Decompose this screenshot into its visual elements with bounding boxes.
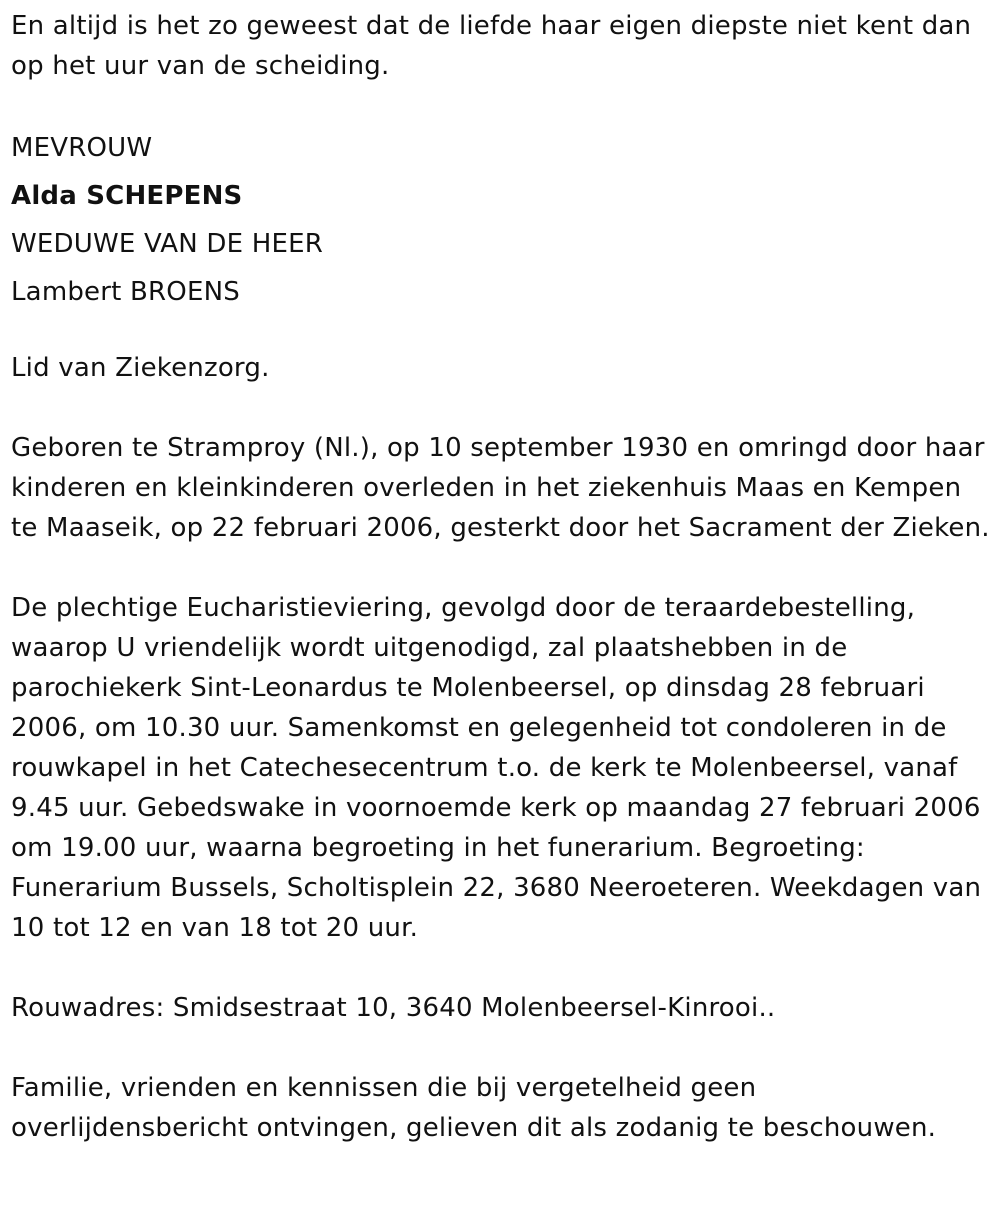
opening-quote: En altijd is het zo geweest dat de liefde haar eigen diepste niet kent dan op het uur van de scheiding. — [11, 11, 972, 81]
mourning-address: Rouwadres: Smidsestraat 10, 3640 Molenbeersel-Kinrooi.. — [11, 993, 776, 1023]
relation-line: WEDUWE VAN DE HEER — [11, 229, 323, 259]
membership-line: Lid van Ziekenzorg. — [11, 353, 270, 383]
closing-note: Familie, vrienden en kennissen die bij vergetelheid geen overlijdensbericht ontvingen, gelieven dit als zodanig te beschouwen. — [11, 1073, 937, 1143]
birth-death-paragraph: Geboren te Stramproy (Nl.), op 10 september 1930 en omringd door haar kinderen en kleinkinderen overleden in het ziekenhuis Maas en Kempen te Maaseik, op 22 februari 2006, gesterkt door het Sacrament der Zieken. — [11, 433, 990, 543]
obituary-document — [11, 0, 991, 1148]
title-prefix: MEVROUW — [11, 133, 153, 163]
name-block — [11, 124, 991, 316]
ceremony-paragraph: De plechtige Eucharistieviering, gevolgd door de teraardebestelling, waarop U vriendelijk wordt uitgenodigd, zal plaatshebben in de parochiekerk Sint-Leonardus te Molenbeersel, op dinsdag 28 februari 2006, om 10.30 uur. Samenkomst en gelegenheid tot condoleren in de rouwkapel in het Catechesecentrum t.o. de kerk te Molenbeersel, vanaf 9.45 uur. Gebedswake in voornoemde kerk op maandag 27 februari 2006 om 19.00 uur, waarna begroeting in het funerarium. Begroeting: Funerarium Bussels, Scholtisplein 22, 3680 Neeroeteren. Weekdagen van 10 tot 12 en van 18 tot 20 uur. — [11, 593, 982, 943]
deceased-name: Alda SCHEPENS — [11, 181, 243, 211]
spouse-name: Lambert BROENS — [11, 277, 240, 307]
